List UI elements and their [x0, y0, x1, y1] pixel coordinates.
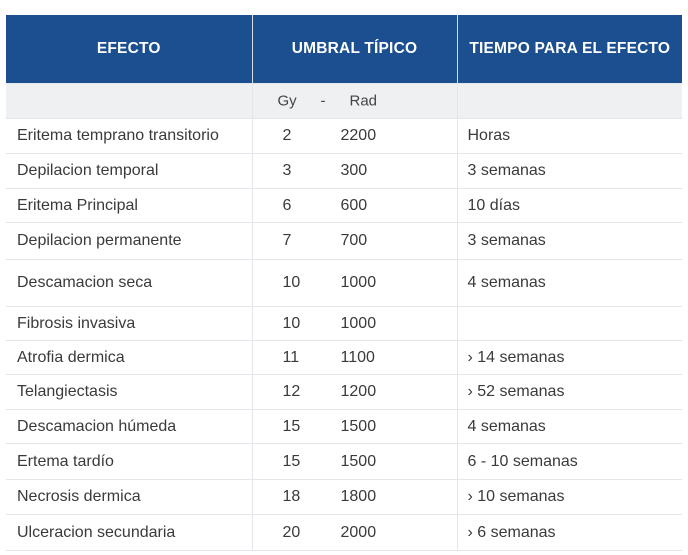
threshold-cell	[252, 444, 457, 480]
threshold-cell	[252, 154, 457, 189]
time-cell: 3 semanas	[457, 154, 682, 189]
effect-cell: Descamacion húmeda	[6, 410, 252, 444]
threshold-cell	[252, 119, 457, 154]
time-cell: 4 semanas	[457, 260, 682, 307]
effect-cell: Eritema Principal	[6, 189, 252, 223]
threshold-cell	[252, 307, 457, 341]
table-row	[6, 410, 682, 444]
table-row	[6, 375, 682, 410]
threshold-cell	[252, 480, 457, 515]
threshold-gy: 7	[282, 232, 292, 249]
units-cell	[252, 84, 457, 119]
threshold-cell	[252, 515, 457, 551]
threshold-gy: 10	[282, 314, 301, 332]
threshold-cell	[252, 260, 457, 307]
threshold-rad: 1100	[340, 348, 375, 366]
threshold-gy: 3	[282, 162, 292, 179]
table-row	[6, 480, 682, 515]
units-time-cell	[457, 84, 682, 119]
radiation-effects-table	[6, 15, 682, 551]
unit-dash: -	[320, 92, 326, 110]
effect-cell: Depilacion temporal	[6, 154, 252, 189]
threshold-gy: 15	[282, 452, 301, 470]
table-row	[6, 119, 682, 154]
effect-cell: Fibrosis invasiva	[6, 307, 252, 341]
table-row	[6, 223, 682, 260]
threshold-rad: 2000	[340, 523, 377, 541]
radiation-effects-table-container	[6, 15, 682, 551]
time-cell	[457, 307, 682, 341]
threshold-rad: 1200	[340, 383, 377, 400]
table-row	[6, 341, 682, 375]
table-row	[6, 515, 682, 551]
header-effect: EFECTO	[6, 15, 252, 84]
table-row	[6, 189, 682, 223]
effect-cell: Depilacion permanente	[6, 223, 252, 260]
table-row	[6, 444, 682, 480]
time-cell: 6 - 10 semanas	[457, 444, 682, 480]
time-cell: › 10 semanas	[457, 480, 682, 515]
threshold-rad: 1000	[340, 274, 377, 291]
units-row	[6, 84, 682, 119]
threshold-gy: 2	[282, 127, 292, 144]
header-time: TIEMPO PARA EL EFECTO	[457, 15, 682, 84]
effect-cell: Eritema temprano transitorio	[6, 119, 252, 154]
threshold-rad: 1800	[340, 488, 377, 505]
effect-cell: Telangiectasis	[6, 375, 252, 410]
threshold-gy: 15	[282, 417, 301, 435]
time-cell: › 14 semanas	[457, 341, 682, 375]
unit-rad: Rad	[349, 92, 378, 110]
table-row	[6, 154, 682, 189]
time-cell: › 6 semanas	[457, 515, 682, 551]
effect-cell: Ertema tardío	[6, 444, 252, 480]
time-cell: Horas	[457, 119, 682, 154]
threshold-rad: 2200	[340, 127, 377, 144]
threshold-cell	[252, 341, 457, 375]
effect-cell: Descamacion seca	[6, 260, 252, 307]
threshold-rad: 600	[340, 196, 368, 214]
effect-cell: Necrosis dermica	[6, 480, 252, 515]
table-row	[6, 307, 682, 341]
threshold-cell	[252, 223, 457, 260]
threshold-gy: 12	[282, 383, 301, 400]
time-cell: 10 días	[457, 189, 682, 223]
threshold-rad: 300	[340, 162, 368, 179]
threshold-rad: 1500	[340, 452, 377, 470]
threshold-rad: 700	[340, 232, 368, 249]
threshold-cell	[252, 375, 457, 410]
threshold-gy: 6	[282, 196, 292, 214]
threshold-rad: 1500	[340, 417, 377, 435]
threshold-gy: 18	[282, 488, 301, 505]
header-row	[6, 15, 682, 84]
time-cell: 4 semanas	[457, 410, 682, 444]
effect-cell: Ulceracion secundaria	[6, 515, 252, 551]
effect-cell: Atrofia dermica	[6, 341, 252, 375]
threshold-rad: 1000	[340, 314, 377, 332]
time-cell: › 52 semanas	[457, 375, 682, 410]
time-cell: 3 semanas	[457, 223, 682, 260]
threshold-cell	[252, 410, 457, 444]
units-effect-cell	[6, 84, 252, 119]
unit-gy: Gy	[277, 92, 297, 110]
threshold-gy: 20	[282, 523, 301, 541]
threshold-cell	[252, 189, 457, 223]
threshold-gy: 10	[282, 274, 301, 291]
table-row	[6, 260, 682, 307]
threshold-gy: 11	[282, 348, 300, 366]
header-threshold: UMBRAL TÍPICO	[252, 15, 457, 84]
